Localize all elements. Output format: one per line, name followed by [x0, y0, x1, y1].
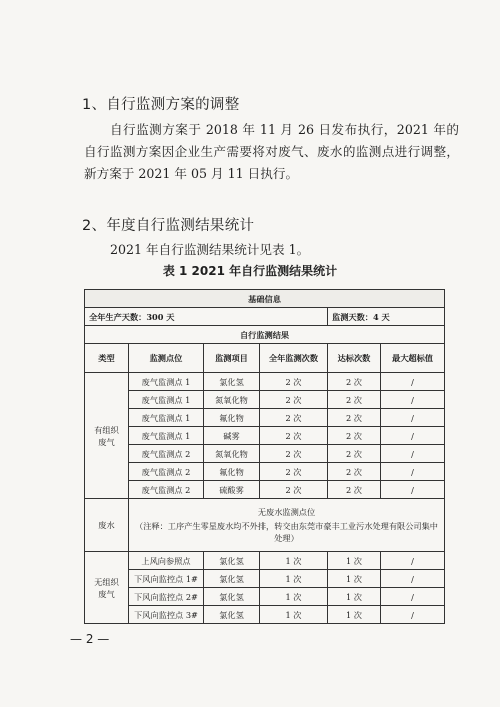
- wastewater-line-2: （注释：工序产生零星废水均不外排，转交由东莞市豪丰工业污水处理有限公司集中处理）: [135, 521, 438, 543]
- wastewater-type: 废水: [85, 499, 129, 552]
- table-row: [85, 409, 445, 427]
- monitoring-item: 氯化氢: [204, 373, 260, 391]
- table-caption: 表 1 2021 年自行监测结果统计: [162, 264, 338, 278]
- compliant-count: 2 次: [328, 427, 381, 445]
- max-exceedance: /: [381, 570, 445, 588]
- annual-count: 2 次: [260, 409, 328, 427]
- annual-count: 1 次: [260, 588, 328, 606]
- annual-count: 2 次: [260, 463, 328, 481]
- compliant-count: 1 次: [328, 570, 381, 588]
- monitoring-results-table: [84, 289, 445, 624]
- table-row: [85, 373, 445, 391]
- monitoring-item: 氮氧化物: [204, 391, 260, 409]
- compliant-count: 1 次: [328, 552, 381, 570]
- column-header: 类型: [85, 344, 129, 373]
- section-2-title: 2、年度自行监测结果统计: [82, 218, 255, 234]
- monitoring-point: 废气监测点 1: [129, 373, 204, 391]
- wastewater-line-1: 无废水监测点位: [257, 507, 316, 517]
- table-row: [85, 391, 445, 409]
- unorganized-type: 无组织废气: [85, 552, 129, 624]
- annual-count: 2 次: [260, 481, 328, 499]
- monitoring-point: 下风向监控点 3#: [129, 606, 204, 624]
- compliant-count: 2 次: [328, 463, 381, 481]
- monitoring-point: 废气监测点 1: [129, 409, 204, 427]
- section-2-paragraph: 2021 年自行监测结果统计见表 1。: [110, 242, 310, 257]
- column-header: 最大超标值: [381, 344, 445, 373]
- max-exceedance: /: [381, 373, 445, 391]
- monitoring-point: 下风向监控点 2#: [129, 588, 204, 606]
- wastewater-note: [129, 499, 445, 552]
- monitoring-days: 监测天数：4 天: [328, 308, 445, 326]
- monitoring-point: 上风向参照点: [129, 552, 204, 570]
- monitoring-item: 氟化物: [204, 409, 260, 427]
- compliant-count: 2 次: [328, 409, 381, 427]
- organized-type: 有组织废气: [85, 373, 129, 499]
- monitoring-item: 氯化氢: [204, 606, 260, 624]
- monitoring-point: 废气监测点 2: [129, 445, 204, 463]
- column-header: 监测点位: [129, 344, 204, 373]
- results-header: 自行监测结果: [85, 326, 445, 344]
- max-exceedance: /: [381, 409, 445, 427]
- annual-count: 1 次: [260, 606, 328, 624]
- max-exceedance: /: [381, 427, 445, 445]
- compliant-count: 2 次: [328, 391, 381, 409]
- table-row: [85, 445, 445, 463]
- table-row: [85, 606, 445, 624]
- compliant-count: 2 次: [328, 445, 381, 463]
- monitoring-item: 氯化氢: [204, 570, 260, 588]
- monitoring-item: 氟化物: [204, 463, 260, 481]
- table-row: [85, 463, 445, 481]
- max-exceedance: /: [381, 552, 445, 570]
- basic-info-header: 基础信息: [85, 290, 445, 308]
- column-header: 监测项目: [204, 344, 260, 373]
- section-1-paragraph: 自行监测方案于 2018 年 11 月 26 日发布执行，2021 年的自行监测方案因企业生产需要将对废气、废水的监测点进行调整，新方案于 2021 年 05 月 11 日执行。: [84, 122, 459, 181]
- monitoring-item: 碱雾: [204, 427, 260, 445]
- max-exceedance: /: [381, 606, 445, 624]
- max-exceedance: /: [381, 463, 445, 481]
- compliant-count: 1 次: [328, 588, 381, 606]
- compliant-count: 1 次: [328, 606, 381, 624]
- table-row: [85, 570, 445, 588]
- section-1-title: 1、自行监测方案的调整: [82, 97, 240, 113]
- annual-count: 2 次: [260, 391, 328, 409]
- page-number: — 2 —: [70, 632, 110, 646]
- table-row: [85, 588, 445, 606]
- max-exceedance: /: [381, 391, 445, 409]
- monitoring-point: 废气监测点 1: [129, 391, 204, 409]
- production-days: 全年生产天数：300 天: [85, 308, 328, 326]
- monitoring-point: 废气监测点 2: [129, 463, 204, 481]
- column-header: 达标次数: [328, 344, 381, 373]
- annual-count: 2 次: [260, 373, 328, 391]
- max-exceedance: /: [381, 445, 445, 463]
- compliant-count: 2 次: [328, 481, 381, 499]
- monitoring-item: 氮氧化物: [204, 445, 260, 463]
- column-header: 全年监测次数: [260, 344, 328, 373]
- annual-count: 1 次: [260, 570, 328, 588]
- monitoring-item: 氯化氢: [204, 588, 260, 606]
- monitoring-item: 氯化氢: [204, 552, 260, 570]
- compliant-count: 2 次: [328, 373, 381, 391]
- monitoring-point: 废气监测点 2: [129, 481, 204, 499]
- table-row: [85, 552, 445, 570]
- annual-count: 2 次: [260, 427, 328, 445]
- monitoring-item: 硫酸雾: [204, 481, 260, 499]
- max-exceedance: /: [381, 481, 445, 499]
- table-row: [85, 427, 445, 445]
- annual-count: 1 次: [260, 552, 328, 570]
- annual-count: 2 次: [260, 445, 328, 463]
- monitoring-point: 下风向监控点 1#: [129, 570, 204, 588]
- monitoring-point: 废气监测点 1: [129, 427, 204, 445]
- max-exceedance: /: [381, 588, 445, 606]
- table-row: [85, 481, 445, 499]
